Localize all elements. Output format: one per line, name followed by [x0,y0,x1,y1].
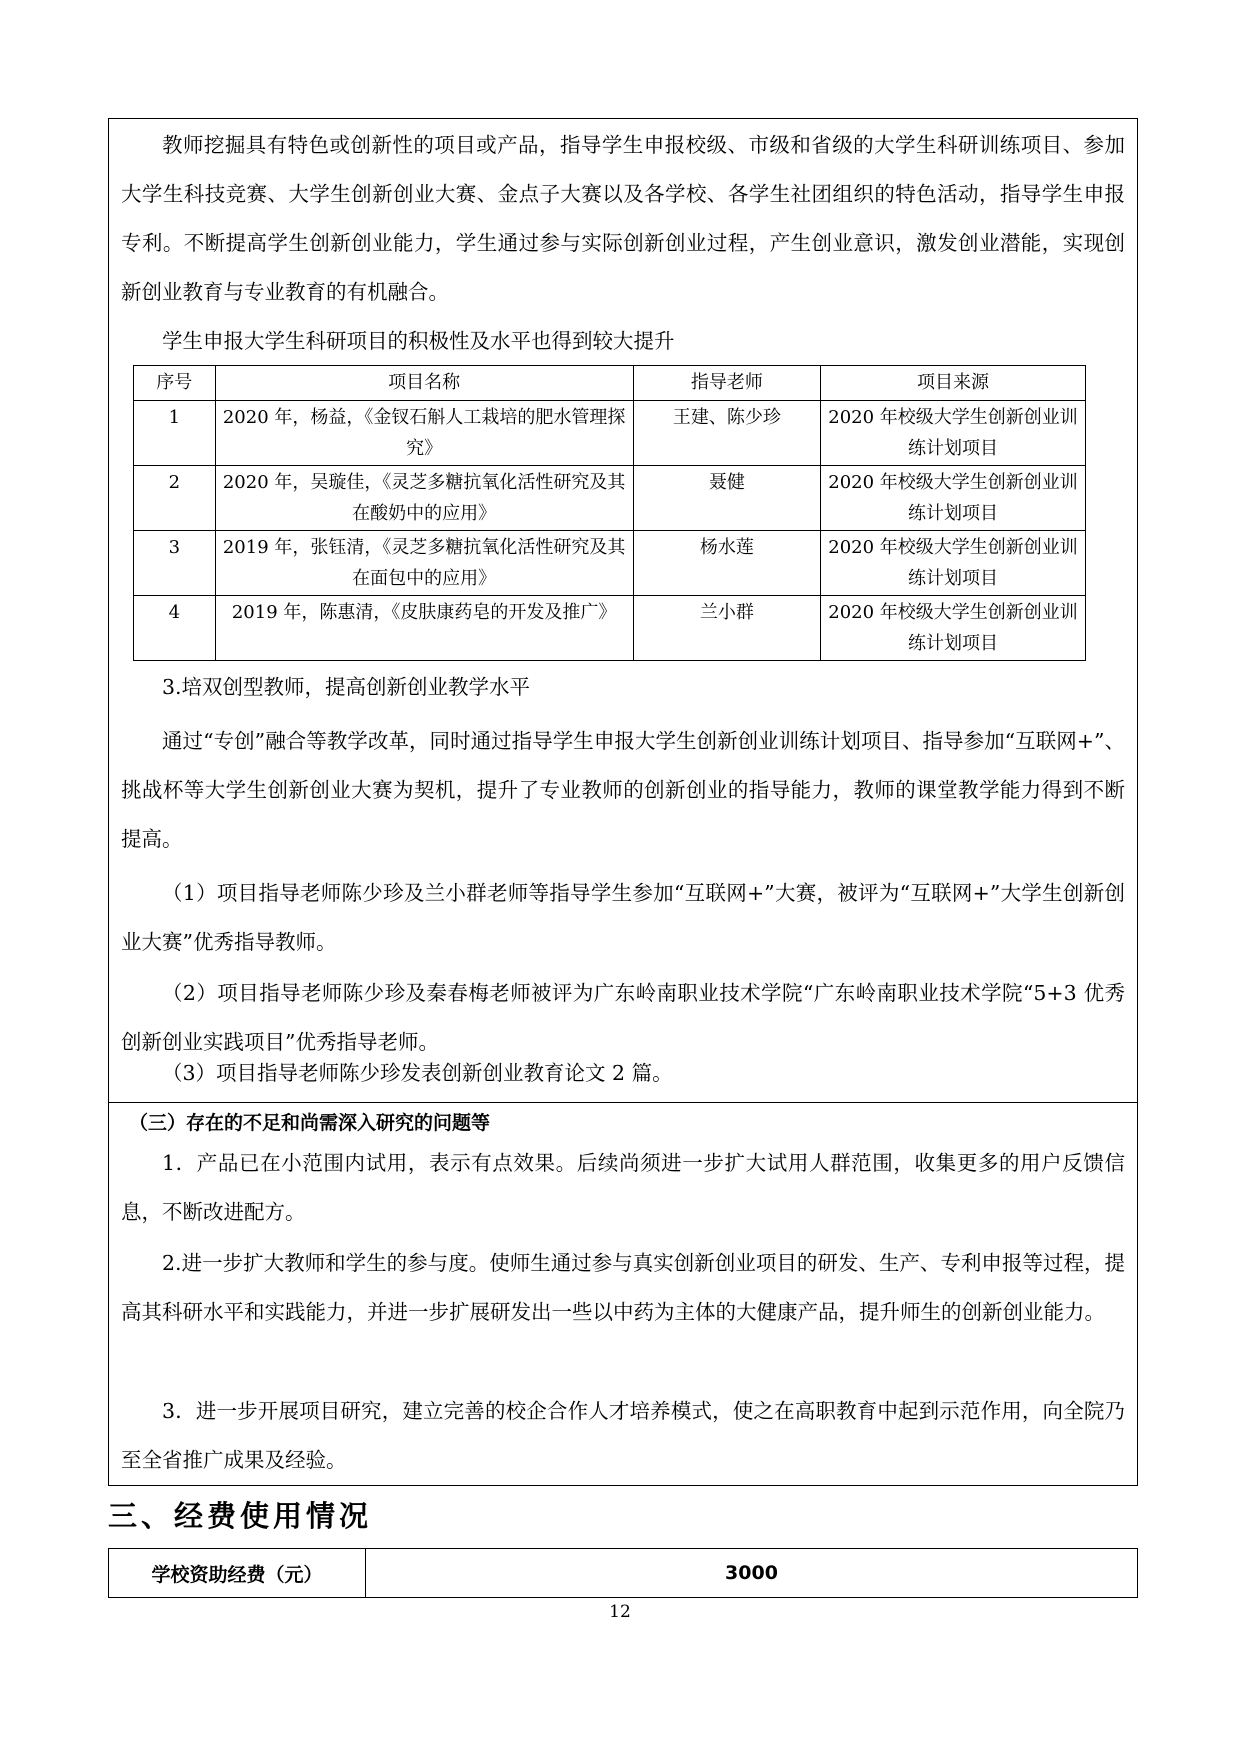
header-no: 序号 [134,366,216,401]
subsection-3-paragraph: 通过“专创”融合等教学改革，同时通过指导学生申报大学生创新创业训练计划项目、指导参加“互联网+”、挑战杯等大学生创新创业大赛为契机，提升了专业教师的创新创业的指导能力，教师的课堂教学能力得到不断提高。 [121,729,1125,851]
funding-value: 3000 [725,1562,778,1584]
cell-name: 2019 年，张钰清，《灵芝多糖抗氧化活性研究及其在面包中的应用》 [215,531,633,596]
table-intro-paragraph: 学生申报大学生科研项目的积极性及水平也得到较大提升 [162,329,675,353]
shortcomings-title: （三）存在的不足和尚需深入研究的问题等 [129,1112,491,1134]
header-teacher: 指导老师 [633,366,820,401]
table-row [134,596,1086,661]
header-name: 项目名称 [215,366,633,401]
funding-table [108,1548,1138,1598]
intro-paragraph: 教师挖掘具有特色或创新性的项目或产品，指导学生申报校级、市级和省级的大学生科研训练项目、参加大学生科技竞赛、大学生创新创业大赛、金点子大赛以及各学校、各学生社团组织的特色活动，指导学生申报专利。不断提高学生创新创业能力，学生通过参与实际创新创业过程，产生创业意识，激发创业潜能，实现创新创业教育与专业教育的有机融合。 [121,133,1125,304]
achievement-item-3: （3）项目指导老师陈少珍发表创新创业教育论文 2 篇。 [162,1061,673,1085]
cell-teacher: 兰小群 [633,596,820,661]
page-number: 12 [609,1602,631,1622]
cell-source: 2020 年校级大学生创新创业训练计划项目 [821,531,1086,596]
cell-no: 4 [134,596,216,661]
content-frame [108,118,1138,1486]
cell-source: 2020 年校级大学生创新创业训练计划项目 [821,401,1086,466]
funding-label: 学校资助经费（元） [109,1549,366,1597]
cell-teacher: 杨水莲 [633,531,820,596]
cell-name: 2020 年，杨益，《金钗石斛人工栽培的肥水管理探究》 [215,401,633,466]
header-source: 项目来源 [821,366,1086,401]
cell-name: 2020 年，吴璇佳，《灵芝多糖抗氧化活性研究及其在酸奶中的应用》 [215,466,633,531]
funding-heading: 三、经费使用情况 [108,1499,373,1533]
cell-no: 3 [134,531,216,596]
achievements-box [109,119,1137,1103]
table-row [134,531,1086,596]
student-projects-table [133,365,1086,661]
table-header-row [134,366,1086,401]
cell-teacher: 王建、陈少珍 [633,401,820,466]
cell-no: 1 [134,401,216,466]
cell-source: 2020 年校级大学生创新创业训练计划项目 [821,596,1086,661]
shortcoming-2: 2.进一步扩大教师和学生的参与度。使师生通过参与真实创新创业项目的研发、生产、专利申报等过程，提高其科研水平和实践能力，并进一步扩展研发出一些以中药为主体的大健康产品，提升师生的创新创业能力。 [121,1251,1125,1324]
cell-source: 2020 年校级大学生创新创业训练计划项目 [821,466,1086,531]
cell-name: 2019 年，陈惠清，《皮肤康药皂的开发及推广》 [215,596,633,661]
cell-no: 2 [134,466,216,531]
achievement-item-1: （1）项目指导老师陈少珍及兰小群老师等指导学生参加“互联网+”大赛，被评为“互联网+”大学生创新创业大赛”优秀指导教师。 [121,881,1125,954]
table-row [134,401,1086,466]
shortcoming-1: 1．产品已在小范围内试用，表示有点效果。后续尚须进一步扩大试用人群范围，收集更多的用户反馈信息，不断改进配方。 [121,1151,1125,1224]
cell-teacher: 聂健 [633,466,820,531]
table-row [134,466,1086,531]
achievement-item-2: （2）项目指导老师陈少珍及秦春梅老师被评为广东岭南职业技术学院“广东岭南职业技术学院“5+3 优秀创新创业实践项目”优秀指导老师。 [121,981,1125,1054]
shortcoming-3: 3．进一步开展项目研究，建立完善的校企合作人才培养模式，使之在高职教育中起到示范作用，向全院乃至全省推广成果及经验。 [121,1399,1125,1472]
subsection-3-title: 3.培双创型教师，提高创新创业教学水平 [162,675,531,699]
